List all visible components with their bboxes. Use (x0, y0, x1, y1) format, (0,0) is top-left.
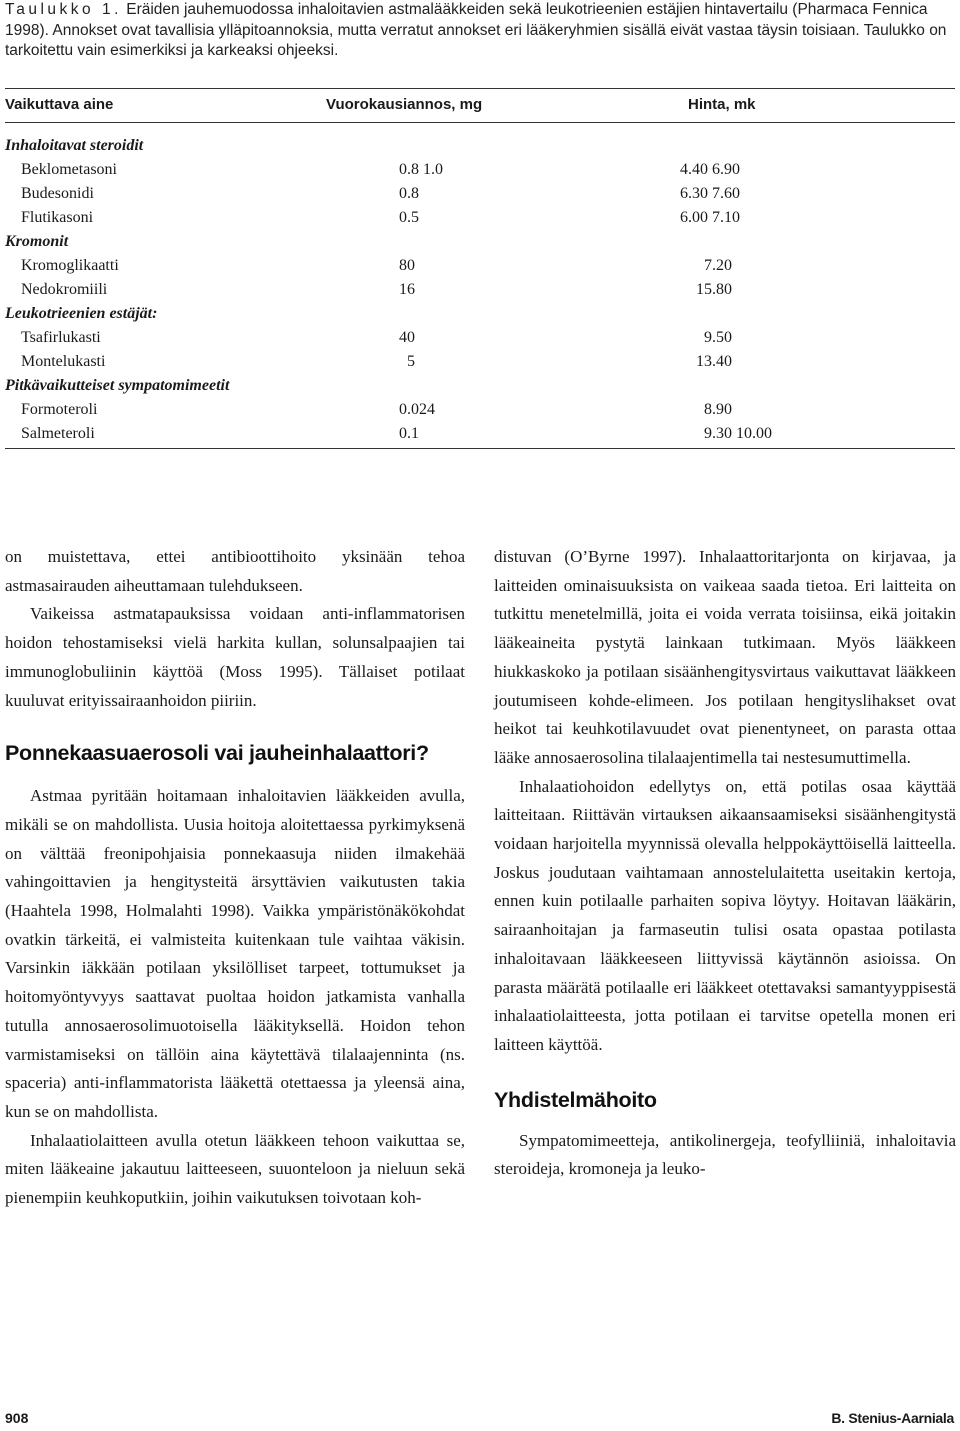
footer-author: B. Stenius-Aarniala (831, 1410, 954, 1426)
price-cell: 4.40 6.90 (680, 161, 740, 178)
dose-cell: 16 (399, 281, 415, 298)
group-name: Leukotrieenien estäjät: (5, 305, 158, 322)
table-row (5, 182, 955, 206)
price-cell: 6.30 7.60 (680, 185, 740, 202)
price-cell: 8.90 (704, 401, 732, 418)
section-heading: Ponnekaasuaerosoli vai jauheinhalaattori? (5, 741, 429, 766)
substance-cell: Montelukasti (21, 353, 106, 370)
header-substance: Vaikuttava aine (5, 96, 114, 113)
group-name: Pitkävaikutteiset sympatomimeetit (5, 377, 230, 394)
substance-cell: Budesonidi (21, 185, 94, 202)
left-text-column (5, 543, 465, 1213)
body-paragraph: distuvan (O’Byrne 1997). Inhalaattoritarjonta on kirjavaa, ja laitteiden ominaisuuksista on vaikeaa saada tietoa. Eri laitteita on tutkittu menetelmillä, joita ei voida verrata toisiinsa, eikä joitakin lääkeaineita pystytä lainkaan tutkimaan. Myös lääkkeen hiukkaskoko ja potilaan sisäänhengitysvirtaus vaikuttavat lääkkeen joutumiseen kohde-elimeen. Jos potilaan hengityslihakset ovat heikot tai keuhkotilavuudet ovat pienentyneet, on parasta ottaa lääke annosaerosolina tilalaajentimella tai nestesumuttimella. (494, 547, 956, 767)
body-paragraph: Astmaa pyritään hoitamaan inhaloitavien lääkkeiden avulla, mikäli se on mahdollista. Uusia hoitoja aloitettaessa pyrkimyksenä on välttää freonipohjaisia ponnekaasuja niiden ilmakehää vahingoittavien ja hengitysteitä ärsyttävien vaikutusten takia (Haahtela 1998, Holmalahti 1998). Vaikka ympäristönäkökohdat ovatkin tärkeitä, ei valmisteita kuitenkaan tule vaihtaa väkisin. Varsinkin iäkkään potilaan yksilölliset tarpeet, tottumukset ja hoitomyöntyvyys saattavat puoltaa hoidon jatkamista vanhalla tutulla annosaerosolimuotoisella lääkityksellä. Hoidon tehon varmistamiseksi on tällöin aina käytettävä tilalaajenninta (ns. spaceria) anti-inflammatorista lääkettä otettaessa ja yleensä aina, kun se on mahdollista. (5, 786, 465, 1121)
body-paragraph: Inhalaatiohoidon edellytys on, että potilas osaa käyttää laitteitaan. Riittävän virtauksen aikaansaamiseksi sisäänhengitystä voidaan harjoitella myynnissä olevalla helppokäyttöisellä laitteella. Joskus joudutaan vaihtamaan annostelulaitetta useitakin kertoja, ennen kuin potilaalle parhaiten sopiva löytyy. Hoitavan lääkärin, sairaanhoitajan ja farmaseutin tulisi osata opastaa potilasta inhaloitavaan lääkkeeseen liittyvissä käytännön asioissa. On parasta määrätä potilaalle eri lääkkeet otettavaksi samantyyppisestä inhalaatiolaitteesta, jotta potilaan ei tarvitse opetella monen eri laitteen käyttöä. (494, 776, 956, 1054)
table-row (5, 398, 955, 422)
group-name: Kromonit (5, 233, 69, 250)
header-daily-dose: Vuorokausiannos, mg (326, 96, 483, 113)
substance-cell: Beklometasoni (21, 161, 117, 178)
table-header-rule (5, 122, 955, 123)
table-group-row (5, 230, 955, 254)
substance-cell: Salmeteroli (21, 425, 95, 442)
substance-cell: Flutikasoni (21, 209, 94, 226)
dose-cell: 0.8 1.0 (399, 161, 443, 178)
price-cell: 13.40 (696, 353, 732, 370)
price-cell: 9.50 (704, 329, 732, 346)
table-bottom-rule (5, 448, 955, 449)
body-paragraph: on muistettava, ettei antibioottihoito yksinään tehoa astmasairauden aiheuttamaan tulehdukseen. (5, 547, 465, 595)
table-caption (5, 0, 955, 62)
table-row (5, 422, 955, 446)
dose-cell: 0.024 (399, 401, 435, 418)
dose-cell: 5 (407, 353, 415, 370)
price-cell: 9.30 10.00 (704, 425, 772, 442)
table-header-row (5, 96, 955, 118)
table-group-row (5, 302, 955, 326)
substance-cell: Tsafirlukasti (21, 329, 101, 346)
section-heading: Yhdistelmähoito (494, 1087, 657, 1112)
table-row (5, 326, 955, 350)
dose-cell: 0.5 (399, 209, 419, 226)
dose-cell: 80 (399, 257, 415, 274)
body-paragraph: Sympatomimeetteja, antikolinergeja, teofylliiniä, inhaloitavia steroideja, kromoneja ja leuko- (494, 1130, 956, 1179)
price-cell: 7.20 (704, 257, 732, 274)
dose-cell: 0.1 (399, 425, 419, 442)
table-row (5, 350, 955, 374)
caption-text: Eräiden jauhemuodossa inhaloitavien astmalääkkeiden sekä leukotrieenien estäjien hintavertailu (Pharmaca Fennica 1998). Annokset ovat tavallisia ylläpitoannoksia, mutta verratut annokset eri lääkeryhmien sisällä eivät vastaa täysin toisiaan. Taulukko on tarkoitettu vain esimerkiksi ja karkeaksi ohjeeksi. (5, 1, 947, 59)
substance-cell: Formoteroli (21, 401, 98, 418)
header-price: Hinta, mk (688, 96, 756, 113)
price-cell: 6.00 7.10 (680, 209, 740, 226)
table-group-row (5, 374, 955, 398)
substance-cell: Kromoglikaatti (21, 257, 119, 274)
table-row (5, 254, 955, 278)
group-name: Inhaloitavat steroidit (5, 137, 144, 154)
table-row (5, 158, 955, 182)
table-row (5, 206, 955, 230)
table-group-row (5, 134, 955, 158)
price-cell: 15.80 (696, 281, 732, 298)
table-row (5, 278, 955, 302)
dose-cell: 40 (399, 329, 415, 346)
caption-label: Taulukko 1. (5, 1, 122, 18)
table-top-rule (5, 88, 955, 89)
body-paragraph: Inhalaatiolaitteen avulla otetun lääkkeen tehoon vaikuttaa se, miten lääkeaine jakautuu laitteeseen, suuonteloon ja nieluun sekä pienempiin keuhkoputkiin, joihin vaikutuksen toivotaan koh- (5, 1130, 465, 1208)
dose-cell: 0.8 (399, 185, 419, 202)
body-paragraph: Vaikeissa astmatapauksissa voidaan anti-inflammatorisen hoidon tehostamiseksi vielä harkita kullan, solunsalpaajien tai immunoglobuliinin käyttöä (Moss 1995). Tällaiset potilaat kuuluvat erityissairaanhoidon piiriin. (5, 604, 465, 710)
substance-cell: Nedokromiili (21, 281, 108, 298)
page-number: 908 (5, 1410, 29, 1426)
right-text-column (494, 543, 956, 1184)
